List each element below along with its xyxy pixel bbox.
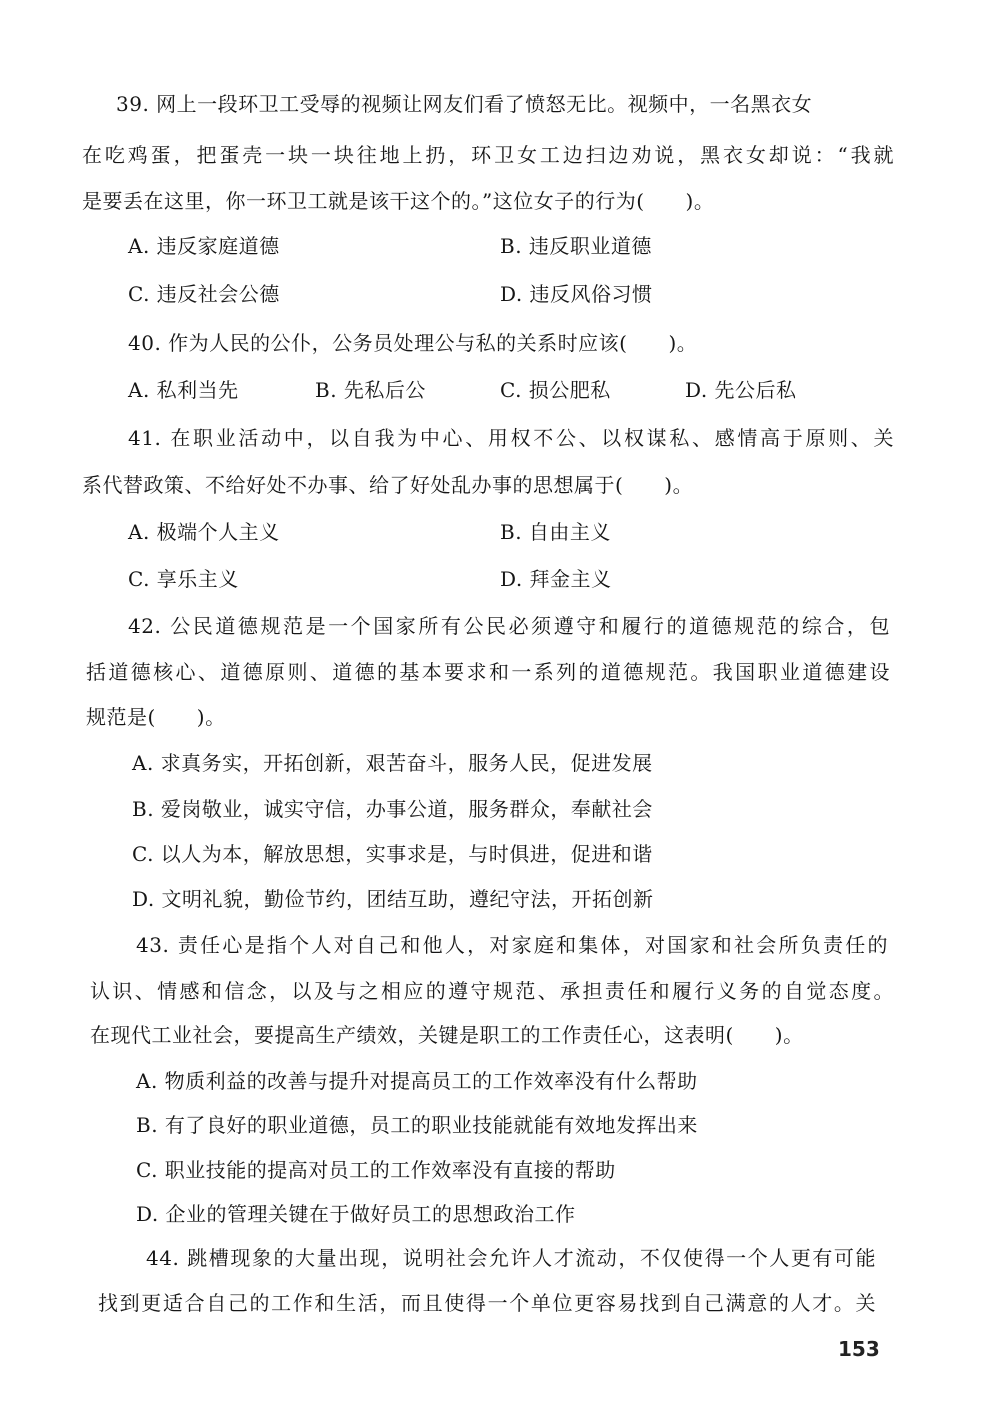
q43-option-c: C. 职业技能的提高对员工的工作效率没有直接的帮助 [136, 1158, 616, 1182]
q42-option-b: B. 爱岗敬业，诚实守信，办事公道，服务群众，奉献社会 [132, 797, 653, 821]
q39-option-c: C. 违反社会公德 [128, 282, 280, 306]
q43-option-a: A. 物质利益的改善与提升对提高员工的工作效率没有什么帮助 [136, 1069, 698, 1093]
q44-line-2: 找到更适合自己的工作和生活，而且使得一个单位更容易找到自己满意的人才。关 [98, 1291, 876, 1315]
q42-option-c: C. 以人为本，解放思想，实事求是，与时俱进，促进和谐 [132, 842, 653, 866]
q39-option-a: A. 违反家庭道德 [128, 234, 280, 258]
q42-option-d: D. 文明礼貌，勤俭节约，团结互助，遵纪守法，开拓创新 [132, 887, 654, 911]
q39-line-1: 39. 网上一段环卫工受辱的视频让网友们看了愤怒无比。视频中，一名黑衣女 [116, 92, 813, 116]
q43-option-d: D. 企业的管理关键在于做好员工的思想政治工作 [136, 1202, 576, 1226]
q41-line-1: 41. 在职业活动中，以自我为中心、用权不公、以权谋私、感情高于原则、关 [128, 426, 894, 450]
page-number: 153 [838, 1337, 880, 1361]
q39-option-b: B. 违反职业道德 [500, 234, 652, 258]
q42-line-3: 规范是( )。 [86, 705, 226, 729]
q40-option-d: D. 先公后私 [685, 378, 797, 402]
q42-line-1: 42. 公民道德规范是一个国家所有公民必须遵守和履行的道德规范的综合，包 [128, 614, 890, 638]
q41-line-2: 系代替政策、不给好处不办事、给了好处乱办事的思想属于( )。 [82, 473, 694, 497]
q40-line-1: 40. 作为人民的公仆，公务员处理公与私的关系时应该( )。 [128, 331, 698, 355]
q39-option-d: D. 违反风俗习惯 [500, 282, 653, 306]
q41-option-c: C. 享乐主义 [128, 567, 239, 591]
q43-line-2: 认识、情感和信念，以及与之相应的遵守规范、承担责任和履行义务的自觉态度。 [90, 979, 894, 1003]
q40-option-c: C. 损公肥私 [500, 378, 611, 402]
q43-line-3: 在现代工业社会，要提高生产绩效，关键是职工的工作责任心，这表明( )。 [90, 1023, 804, 1047]
q39-line-2: 在吃鸡蛋，把蛋壳一块一块往地上扔，环卫女工边扫边劝说，黑衣女却说：“我就 [82, 143, 894, 167]
q43-option-b: B. 有了良好的职业道德，员工的职业技能就能有效地发挥出来 [136, 1113, 698, 1137]
q41-option-a: A. 极端个人主义 [128, 520, 280, 544]
q40-option-b: B. 先私后公 [315, 378, 426, 402]
q44-line-1: 44. 跳槽现象的大量出现，说明社会允许人才流动，不仅使得一个人更有可能 [146, 1246, 876, 1270]
q42-line-2: 括道德核心、道德原则、道德的基本要求和一系列的道德规范。我国职业道德建设 [86, 660, 890, 684]
q39-line-3: 是要丢在这里，你一环卫工就是该干这个的。”这位女子的行为( )。 [82, 189, 715, 213]
q41-option-b: B. 自由主义 [500, 520, 611, 544]
q42-option-a: A. 求真务实，开拓创新，艰苦奋斗，服务人民，促进发展 [132, 751, 653, 775]
q40-option-a: A. 私利当先 [128, 378, 239, 402]
q43-line-1: 43. 责任心是指个人对自己和他人，对家庭和集体，对国家和社会所负责任的 [136, 933, 888, 957]
q41-option-d: D. 拜金主义 [500, 567, 612, 591]
